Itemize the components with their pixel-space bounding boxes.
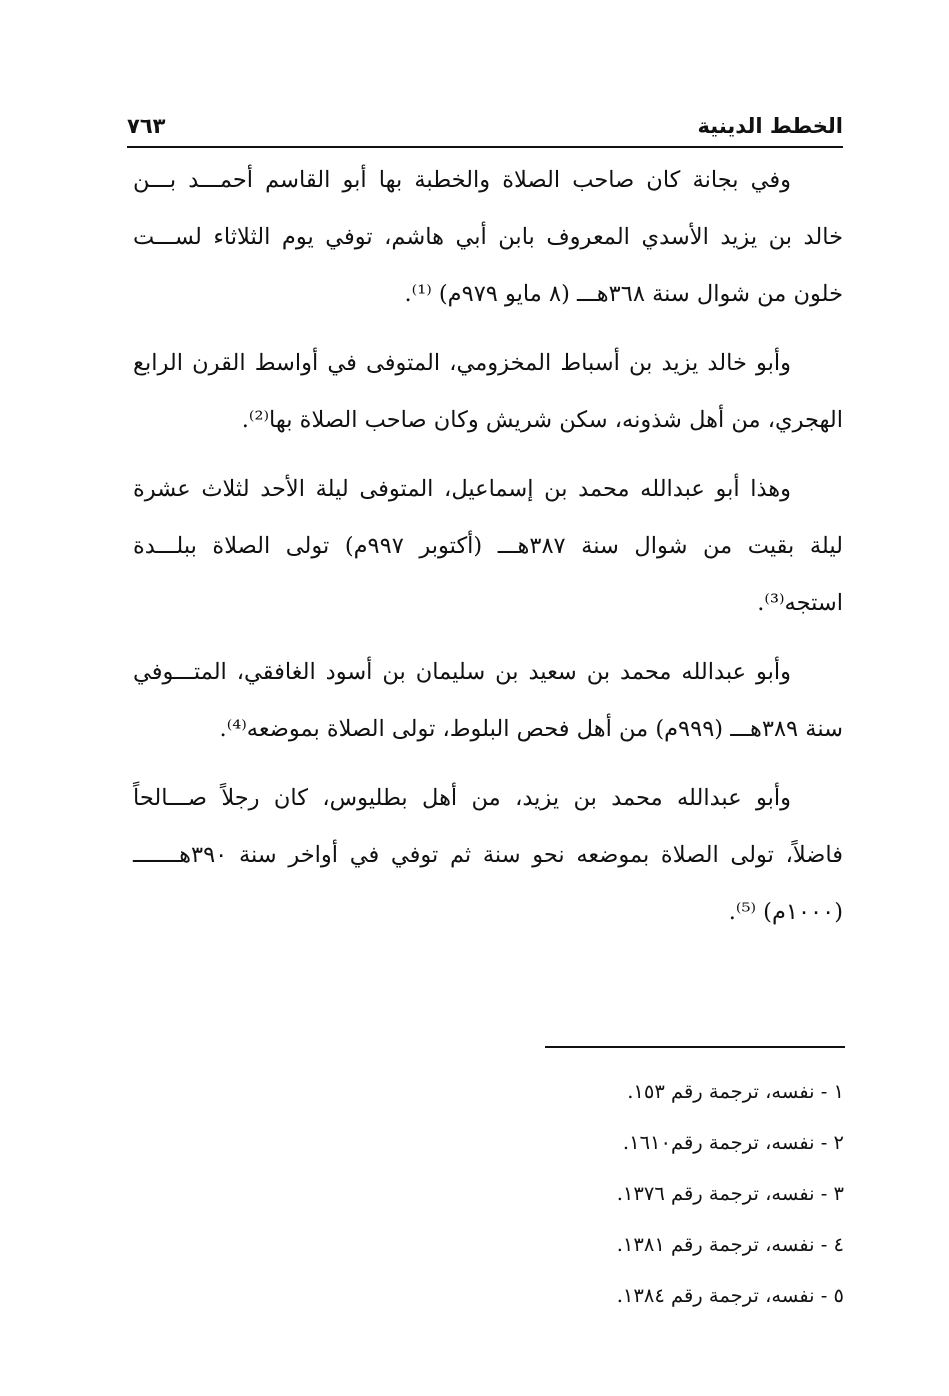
footnote-3: ٣ - نفسه، ترجمة رقم ١٣٧٦. [616, 1182, 844, 1205]
text-line: فاضلاً، تولى الصلاة بموضعه نحو سنة ثم توفي في أواخر سنة ٣٩٠هـــــــ [133, 842, 843, 868]
text-line: وأبو خالد يزيد بن أسباط المخزومي، المتوفى في أواسط القرن الرابع [133, 350, 791, 376]
text-line: خالد بن يزيد الأسدي المعروف بابن أبي هاشم، توفي يوم الثلاثاء لســـت [133, 224, 843, 250]
paragraph-3 [133, 461, 843, 632]
text-line: وفي بجانة كان صاحب الصلاة والخطبة بها أبو القاسم أحمـــد بـــن [133, 167, 791, 193]
text-line: الهجري، من أهل شذونه، سكن شريش وكان صاحب الصلاة بها⁽²⁾. [241, 407, 843, 433]
main-text [133, 152, 843, 953]
footnote-separator [545, 1046, 845, 1048]
paragraph-2 [133, 335, 843, 449]
text-line: استجه⁽³⁾. [757, 590, 843, 616]
text-line: سنة ٣٨٩هـــ (٩٩٩م) من أهل فحص البلوط، تولى الصلاة بموضعه⁽⁴⁾. [219, 716, 843, 742]
text-line: وأبو عبدالله محمد بن يزيد، من أهل بطليوس، كان رجلاً صـــالحاً [133, 785, 791, 811]
running-header [127, 108, 843, 148]
footnote-1: ١ - نفسه، ترجمة رقم ١٥٣. [627, 1080, 844, 1103]
footnote-5: ٥ - نفسه، ترجمة رقم ١٣٨٤. [616, 1284, 844, 1307]
paragraph-4 [133, 644, 843, 758]
running-title: الخطط الدينية [697, 114, 843, 138]
text-line: وأبو عبدالله محمد بن سعيد بن سليمان بن أسود الغافقي، المتـــوفي [133, 659, 791, 685]
text-line: خلون من شوال سنة ٣٦٨هـــ (٨ مايو ٩٧٩م) ⁽¹⁾. [404, 281, 843, 307]
page-number: ٧٦٣ [127, 114, 166, 138]
text-line: (١٠٠٠م) ⁽⁵⁾. [728, 899, 843, 925]
text-line: ليلة بقيت من شوال سنة ٣٨٧هـــ (أكتوبر ٩٩٧م) تولى الصلاة ببلـــدة [133, 533, 843, 559]
text-line: وهذا أبو عبدالله محمد بن إسماعيل، المتوفى ليلة الأحد لثلاث عشرة [133, 476, 791, 502]
footnote-2: ٢ - نفسه، ترجمة رقم١٦١٠. [622, 1131, 844, 1154]
footnotes [444, 1066, 844, 1321]
paragraph-5 [133, 770, 843, 941]
paragraph-1 [133, 152, 843, 323]
footnote-4: ٤ - نفسه، ترجمة رقم ١٣٨١. [616, 1233, 844, 1256]
